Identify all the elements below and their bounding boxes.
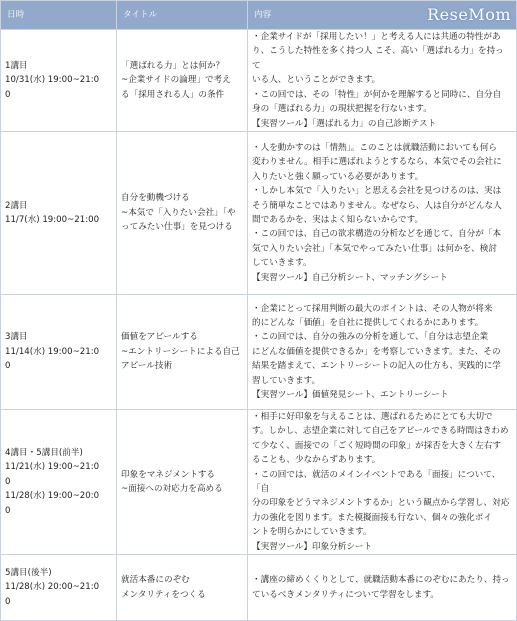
title-line: 自分を動機づける <box>121 193 190 204</box>
row-title-cell <box>117 132 248 295</box>
row-content-cell <box>248 555 517 621</box>
content-line: そう簡単なことではありません。なぜなら、人は自分がどんな人 <box>252 200 502 211</box>
content-line: ・しかし本気で「入りたい」と思える会社を見つけるのは、実は <box>252 186 502 197</box>
table-row <box>1 555 517 621</box>
content-line: り、こうした特性を多く持つ人 こそ、高い「選ばれる力」を持って <box>252 46 504 71</box>
content-line: 習していきます。 <box>252 375 321 386</box>
date-line: 0 <box>5 361 11 372</box>
table-row <box>1 132 517 295</box>
content-line: ているべきメンタリティについて学習をします。 <box>252 589 439 600</box>
title-line: ~企業サイドの論理」で考え <box>121 75 231 86</box>
header-title: タイトル <box>117 1 248 30</box>
content-line: ・この回では、その「特性」が何かを理解すると同時に、自分自 <box>252 89 502 100</box>
row-content-cell <box>248 132 517 295</box>
content-line: ントを明らかにしていきます。 <box>252 527 372 538</box>
row-date-cell <box>1 555 117 621</box>
title-line: る「採用される人」の条件 <box>121 89 225 100</box>
header-content: 内容 <box>248 1 517 30</box>
title-line: 就活本番にのぞむ <box>121 575 190 586</box>
date-line: 3講目 <box>5 332 28 343</box>
title-line: ってみたい仕事」を見つける <box>121 222 233 233</box>
row-title-cell <box>117 295 248 410</box>
date-line: 11/28(水) 20:00~21:0 <box>5 582 100 593</box>
content-line: ・講座の締めくくりとして、就職活動本番にのぞむにあたり、持っ <box>252 575 510 586</box>
date-line: 11/7(水) 19:00~21:00 <box>5 215 100 225</box>
content-line: ・企業サイドが「採用したい！」と考える人には共通の特性があ <box>252 32 501 43</box>
content-line: にどんな価値を提供できるか」を考察していきます。また、その <box>252 346 501 357</box>
content-line: す。しかし、志望企業に対して自己をアピールできる時間はきわめ <box>252 426 509 437</box>
row-content-cell <box>248 410 517 555</box>
content-line: 気で入りたい会社」「本気でやってみたい仕事」は何かを、検討 <box>252 243 497 254</box>
content-line: 的にどんな「価値」を自社に提供してくれるかにあります。 <box>252 317 484 328</box>
title-line: アピール技術 <box>121 361 173 372</box>
row-title-cell <box>117 555 248 621</box>
row-date-cell <box>1 132 117 295</box>
date-line: 11/28(水) 19:00~20:0 <box>5 491 100 502</box>
date-line: 0 <box>5 505 11 516</box>
table-row <box>1 295 517 410</box>
content-line: 【実習ツール】価値発見シート、エントリーシート <box>252 390 449 401</box>
date-line: 0 <box>5 89 11 100</box>
content-line: 分の印象をどうマネジメントするか」という観点から学習し、対応 <box>252 498 510 509</box>
row-date-cell <box>1 410 117 555</box>
date-line: 1講目 <box>5 60 28 71</box>
date-line: 10/31(水) 19:00~21:0 <box>5 75 100 86</box>
content-line: て少なく、面接での「ごく短時間の印象」が採否を大きく左右す <box>252 440 502 451</box>
resemom-logo: ReseMom <box>427 5 511 24</box>
content-line: ・企業にとって採用判断の最大のポイントは、その人物が将来 <box>252 303 493 314</box>
date-line: 2講目 <box>5 200 28 211</box>
table-row <box>1 30 517 132</box>
content-line: 力の強化を図ります。また模擬面接も行ない、個々の強化ポイ <box>252 512 492 523</box>
title-line: 「選ばれる力」とは何か？ <box>121 60 225 71</box>
date-line: 5講目(後半) <box>5 567 52 578</box>
row-date-cell <box>1 30 117 132</box>
content-line: ・この回では、自己の欲求構造の分析などを通じて、自分が「本 <box>252 229 502 240</box>
content-line: ・この回では、就活のメインイベントである「面接」について、「自 <box>252 469 501 495</box>
content-line: していきます。 <box>252 258 312 269</box>
content-line: 【実習ツール】印象分析シート <box>252 541 373 552</box>
title-line: メンタリティをつくる <box>121 589 206 600</box>
content-line: 【実習ツール】自己分析シート、マッチングシート <box>252 272 448 283</box>
content-line: 【実習ツール】「選ばれる力」の自己診断テスト <box>252 118 437 129</box>
content-line: 身の「選ばれる力」の現状把握を行ないます。 <box>252 104 432 115</box>
date-line: 11/14(水) 19:00~21:0 <box>5 346 100 357</box>
date-line: 0 <box>5 476 11 487</box>
content-line: ることも、少なからずあります。 <box>252 455 381 466</box>
title-line: 印象をマネジメントする <box>121 469 216 480</box>
content-line: ・相手に好印象を与えることは、選ばれるためにとても大切で <box>252 412 493 422</box>
content-line: 変わりません。相手に選ばれようとするなら、本気でその会社に <box>252 157 502 168</box>
title-line: ~エントリーシートによる自己 <box>121 346 240 357</box>
content-line: ・人を動かすのは「情熱」。このことは就職活動においても何ら <box>252 142 497 153</box>
date-line: 11/21(水) 19:00~21:0 <box>5 462 100 473</box>
content-line: ・この回では、自分の強みの分析を通して、「自分は志望企業 <box>252 332 489 343</box>
row-title-cell <box>117 30 248 132</box>
content-line: いる人、ということができます。 <box>252 75 381 86</box>
title-line: ~面接への対応力を高める <box>121 484 223 495</box>
header-datetime: 日時 <box>1 1 117 30</box>
content-line: 結果を踏まえて、エントリーシートの記入の仕方も、実践的に学 <box>252 361 501 372</box>
title-line: 価値をアピールする <box>121 332 198 343</box>
row-title-cell <box>117 410 248 555</box>
row-content-cell <box>248 295 517 410</box>
content-line: 入りたいと強く願っている必要があります。 <box>252 171 424 182</box>
content-line: 間であるかを、実はよく知らないからです。 <box>252 215 424 225</box>
row-date-cell <box>1 295 117 410</box>
title-line: ~本気で「入りたい会社」「や <box>121 207 236 218</box>
date-line: 4講目・5講目(前半) <box>5 448 83 459</box>
table-row <box>1 410 517 555</box>
row-content-cell <box>248 30 517 132</box>
date-line: 0 <box>5 596 11 607</box>
